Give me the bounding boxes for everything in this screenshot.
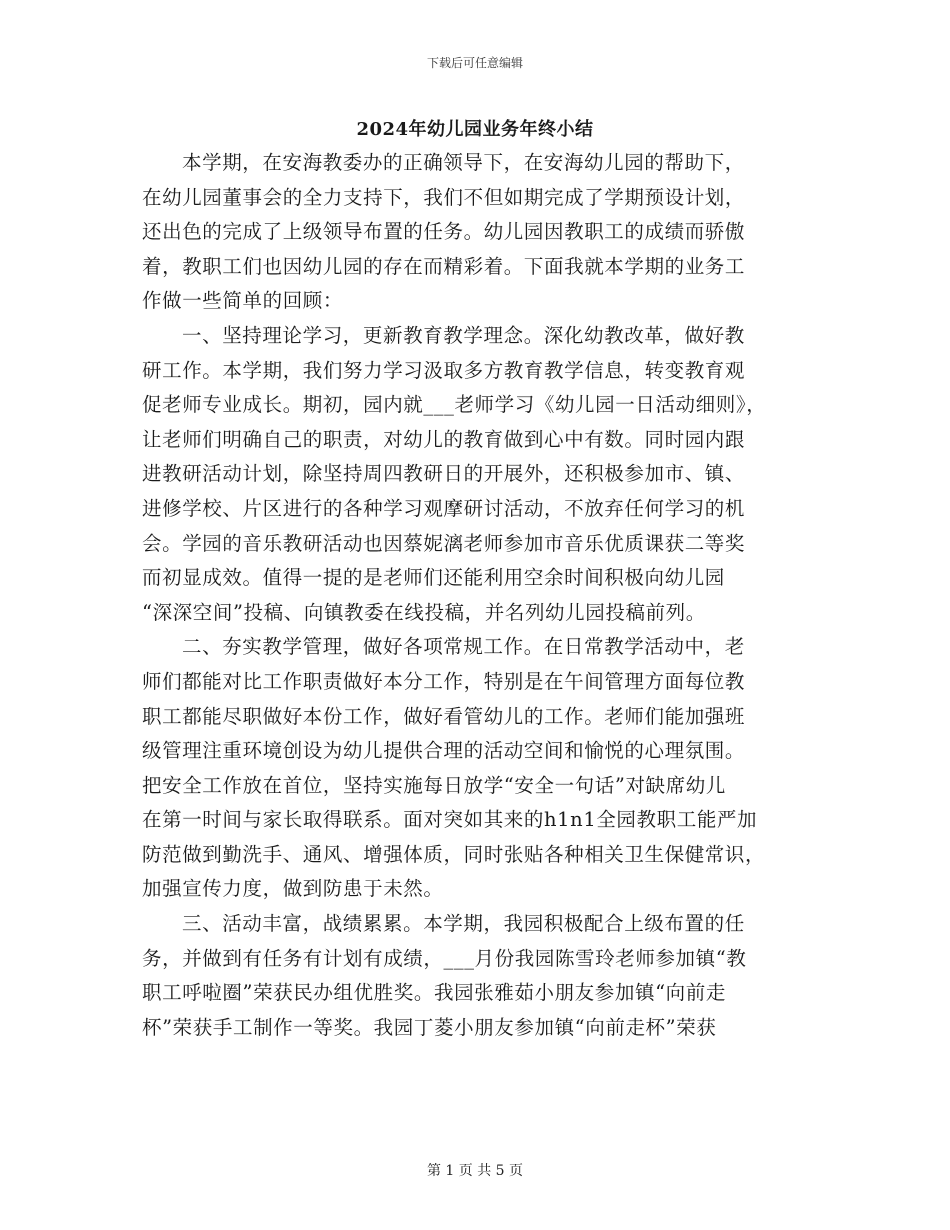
text-line: 着，教职工们也因幼儿园的存在而精彩着。下面我就本学期的业务工 [142, 254, 746, 278]
document-body [142, 146, 812, 1045]
paragraph-intro [142, 146, 812, 319]
text-line: 务，并做到有任务有计划有成绩，___月份我园陈雪玲老师参加镇“教 [142, 946, 747, 970]
text-line: 还出色的完成了上级领导布置的任务。幼儿园因教职工的成绩而骄傲 [142, 220, 746, 244]
text-line: 让老师们明确自己的职责，对幼儿的教育做到心中有数。同时园内跟 [142, 427, 746, 451]
text-line: 进修学校、片区进行的各种学习观摩研讨活动，不放弃任何学习的机 [142, 496, 746, 520]
text-line: 会。学园的音乐教研活动也因蔡妮漓老师参加市音乐优质课获二等奖 [142, 531, 746, 555]
text-line: 杯”荣获手工制作一等奖。我园丁菱小朋友参加镇“向前走杯”荣获 [142, 1015, 717, 1039]
header-note: 下载后可任意编辑 [426, 56, 523, 70]
text-line: 级管理注重环境创设为幼儿提供合理的活动空间和愉悦的心理氛围。 [142, 739, 746, 763]
text-line: 进教研活动计划，除坚持周四教研日的开展外，还积极参加市、镇、 [142, 462, 746, 486]
text-line: 在第一时间与家长取得联系。面对突如其来的h1n1全园教职工能严加 [142, 808, 758, 832]
text-line: 职工呼啦圈”荣获民办组优胜奖。我园张雅茹小朋友参加镇“向前走 [142, 981, 726, 1005]
document-title: 2024年幼儿园业务年终小结 [356, 119, 594, 140]
paragraph-section-1 [142, 319, 812, 630]
text-line: 师们都能对比工作职责做好本分工作，特别是在午间管理方面每位教 [142, 669, 746, 693]
text-line: 本学期，在安海教委办的正确领导下，在安海幼儿园的帮助下， [182, 151, 745, 174]
text-line: 职工都能尽职做好本份工作，做好看管幼儿的工作。老师们能加强班 [142, 704, 746, 728]
page-number-footer: 第 1 页 共 5 页 [426, 1163, 524, 1179]
text-line: 在幼儿园董事会的全力支持下，我们不但如期完成了学期预设计划， [142, 185, 746, 209]
text-line: 二、夯实教学管理，做好各项常规工作。在日常教学活动中，老 [182, 635, 745, 659]
text-line: 而初显成效。值得一提的是老师们还能利用空余时间积极向幼儿园 [142, 566, 725, 590]
text-line: 三、活动丰富，战绩累累。本学期，我园积极配合上级布置的任 [182, 912, 745, 936]
text-line: 一、坚持理论学习，更新教育教学理念。深化幼教改革，做好教 [182, 323, 745, 347]
paragraph-section-2 [142, 630, 812, 907]
text-line: 研工作。本学期，我们努力学习汲取多方教育教学信息，转变教育观 [142, 358, 746, 382]
text-line: 作做一些简单的回顾： [142, 289, 344, 313]
paragraph-section-3 [142, 907, 812, 1045]
text-line: 促老师专业成长。期初，园内就___老师学习《幼儿园一日活动细则》， [142, 393, 767, 417]
text-line: “深深空间”投稿、向镇教委在线投稿，并名列幼儿园投稿前列。 [142, 600, 706, 624]
text-line: 加强宣传力度，做到防患于未然。 [142, 877, 444, 901]
text-line: 防范做到勤洗手、通风、增强体质，同时张贴各种相关卫生保健常识， [142, 842, 766, 866]
text-line: 把安全工作放在首位，坚持实施每日放学“安全一句话”对缺席幼儿 [142, 773, 726, 797]
